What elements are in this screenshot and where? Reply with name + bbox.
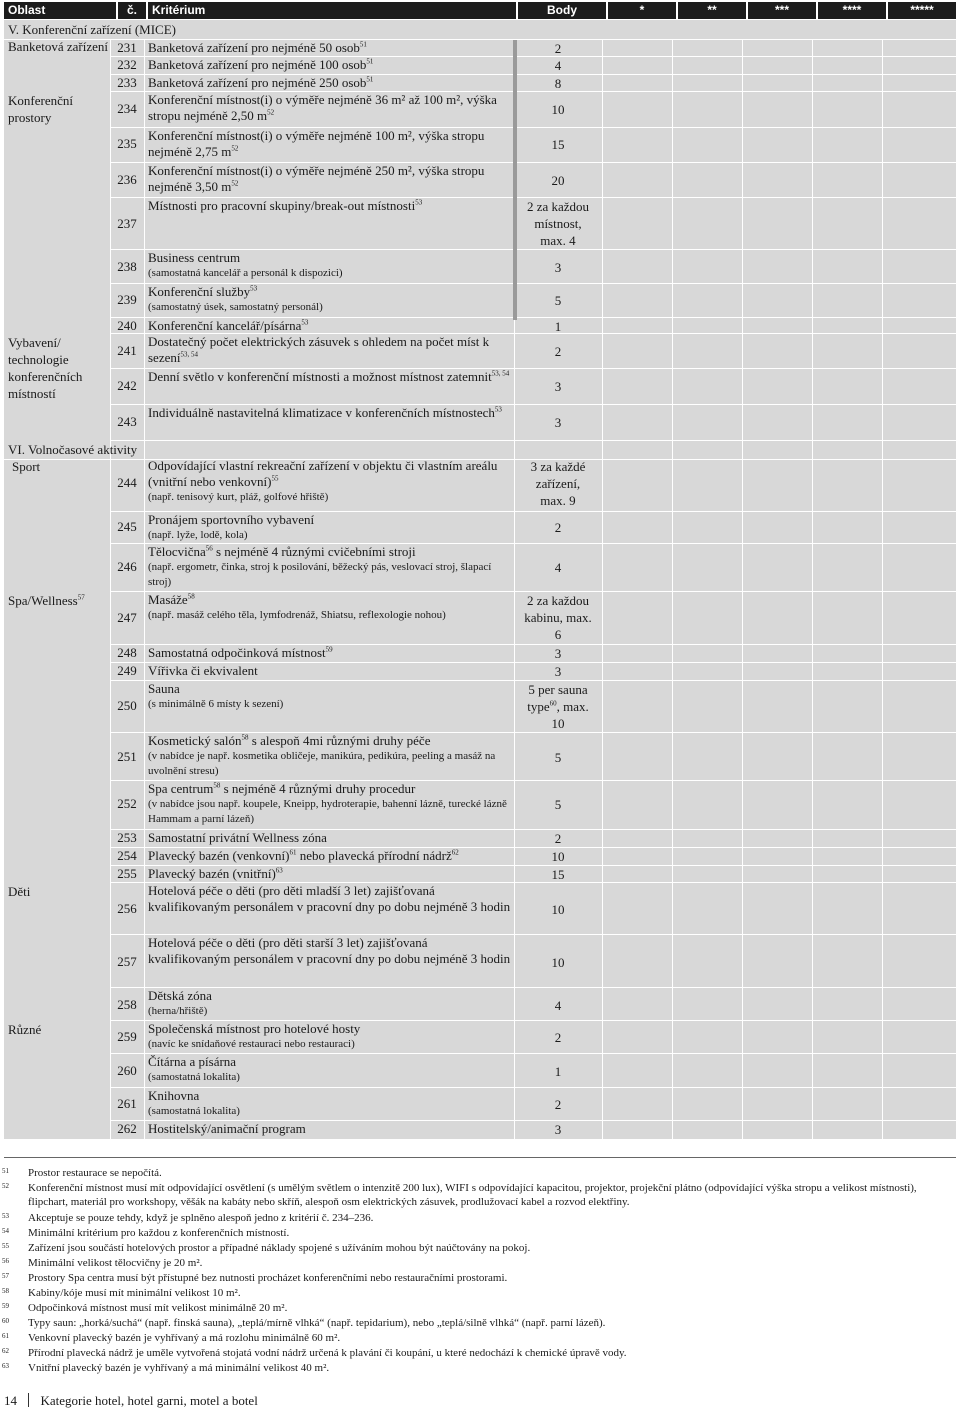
footnote-ref: 62 (451, 848, 459, 857)
footnote-text: Prostor restaurace se nepočítá. (28, 1167, 162, 1179)
footnote-ref: 53 (250, 284, 258, 293)
row-points: 3 (554, 379, 562, 394)
criterion-text: Individuálně nastavitelná klimatizace v konferenčních místnostech (148, 405, 495, 420)
footnote-text: Akceptuje se pouze tehdy, když je splněno alespoň jedno z kritérií č. 234–236. (28, 1212, 374, 1224)
row-criterion (148, 40, 513, 56)
row-number: 257 (117, 954, 137, 969)
footnote-ref: 58 (213, 781, 221, 790)
row-points: 4 (554, 998, 562, 1013)
criterion-text: Banketová zařízení pro nejméně 50 osob (148, 40, 360, 55)
row-points: 3 (554, 646, 562, 661)
area-vybaveni: Vybavení/ technologie konferenčních místností (8, 335, 83, 401)
row-criterion (148, 663, 513, 679)
row-criterion (148, 1088, 513, 1119)
row-number: 242 (117, 378, 137, 393)
row-number: 258 (117, 997, 137, 1012)
criterion-text: Pronájem sportovního vybavení (148, 512, 315, 527)
row-number: 259 (117, 1029, 137, 1044)
footnote-ref: 63 (275, 866, 283, 875)
footnote-text: Prostory Spa centra musí být přístupné bez nutnosti procházet konferenčními nebo restauračními prostorami. (28, 1272, 508, 1284)
row-criterion (148, 592, 513, 623)
row-points: 2 za každou místnost, max. 4 (526, 199, 590, 248)
row-number: 256 (117, 901, 137, 916)
area-banketova: Banketová zařízení (8, 39, 108, 54)
column-separator (742, 40, 743, 1139)
row-criterion (148, 128, 513, 160)
row-points: 3 (554, 664, 562, 679)
criterion-text: Business centrum (148, 250, 241, 265)
row-criterion (148, 318, 513, 334)
page-footer (4, 1393, 258, 1409)
row-criterion (148, 198, 513, 214)
criterion-text: Sauna (148, 681, 180, 696)
table-header (4, 2, 956, 19)
row-number: 254 (117, 848, 137, 863)
criterion-note: (např. tenisový kurt, pláž, golfové hřiště) (148, 491, 329, 503)
footnote-text: Minimální kritérium pro každou z konferenčních místností. (28, 1227, 290, 1239)
footnote-ref: 53 (415, 198, 423, 207)
header-star-1: * (608, 2, 676, 19)
row-number: 248 (117, 645, 137, 660)
footnote-ref: 55 (271, 474, 279, 483)
row-number: 252 (117, 796, 137, 811)
criterion-note: (samostatný úsek, samostatný personál) (148, 301, 323, 313)
footnote-number: 54 (2, 1227, 9, 1235)
footnote-number: 62 (2, 1347, 9, 1355)
criterion-note: (herna/hřiště) (148, 1005, 208, 1017)
footnote-text: Konferenční místnost musí mít odpovídající osvětlení (s umělým světlem o intenzitě 200 lux), WIFI s odpovídající kapacitou, projektor, projekční plátno (odpovídající výška stropu a velikost místnosti), flipchart, materiál pro workshopy, věšák na kabáty nebo skříň, alespoň osm elektrických zásuvek, prodlužovací kabel a rozvod elektřiny. (28, 1182, 917, 1208)
row-separator (110, 440, 956, 441)
header-star-5: ***** (888, 2, 956, 19)
header-oblast: Oblast (4, 2, 116, 19)
row-number: 250 (117, 698, 137, 713)
criterion-text: Samostatní privátní Wellness zóna (148, 830, 327, 845)
row-points: 5 (554, 293, 562, 308)
column-separator (812, 40, 813, 1139)
row-number: 243 (117, 414, 137, 429)
row-points: 15 (551, 137, 565, 152)
section-title-volnocas: VI. Volnočasové aktivity (8, 442, 138, 457)
row-criterion (148, 988, 513, 1019)
criterion-text: Spa centrum (148, 781, 214, 796)
row-number: 246 (117, 559, 137, 574)
row-points: 2 (554, 831, 562, 846)
footnote-number: 55 (2, 1242, 9, 1250)
row-criterion (148, 250, 513, 281)
footnote-ref: 51 (366, 57, 374, 66)
footnote-text: Vnitřní plavecký bazén je vyhřívaný a má minimální velikost 40 m². (28, 1362, 330, 1374)
row-criterion (148, 1121, 513, 1137)
row-points: 10 (551, 902, 565, 917)
row-number: 262 (117, 1121, 137, 1136)
criterion-text: Plavecký bazén (vnitřní) (148, 866, 276, 881)
footnote-ref: 51 (366, 75, 374, 84)
row-criterion (148, 544, 513, 590)
criterion-text: Banketová zařízení pro nejméně 100 osob (148, 57, 367, 72)
footnote-ref: 53 (494, 405, 502, 414)
row-points: 2 (554, 520, 562, 535)
row-points: 2 (554, 1097, 562, 1112)
footnote-text: Venkovní plavecký bazén je vyhřívaný a má rozlohu minimálně 60 m². (28, 1332, 341, 1344)
criterion-text: Konferenční místnost(i) o výměře nejméně 36 m² až 100 m², výška stropu nejméně 2,50 m (148, 92, 497, 123)
row-points: 1 (554, 1064, 562, 1079)
column-separator (602, 40, 603, 1139)
footnote-text: Typy saun: „horká/suchá“ (např. finská sauna), „teplá/mírně vlhká“ (např. tepidarium), nebo „teplá/silně vlhká“ (např. parní lázeň). (28, 1317, 606, 1329)
criterion-text: Plavecký bazén (venkovní) (148, 848, 290, 863)
row-criterion (148, 830, 513, 846)
criterion-note: (v nabídce je např. kosmetika obličeje, manikúra, pedikúra, peeling a masáž na uvolnění stresu) (148, 750, 496, 777)
row-number: 237 (117, 216, 137, 231)
row-criterion (148, 733, 513, 779)
row-number: 251 (117, 749, 137, 764)
section-title-mice: V. Konferenční zařízení (MICE) (8, 22, 176, 37)
publication-title: Kategorie hotel, hotel garni, motel a botel (40, 1393, 258, 1408)
criterion-text: Dětská zóna (148, 988, 212, 1003)
header-cislo: č. (118, 2, 146, 19)
column-separator (144, 40, 145, 1139)
row-criterion (148, 781, 513, 827)
footnote-text: Zařízení jsou součástí hotelových prostor a případné náklady spojené s užíváním mohou být naúčtovány na pokoj. (28, 1242, 531, 1254)
criterion-text: Hostitelský/animační program (148, 1121, 306, 1136)
row-criterion (148, 866, 513, 882)
criterion-text: s nejméně 4 různými druhy procedur (220, 781, 416, 796)
column-separator (882, 40, 883, 1139)
row-points: 15 (551, 867, 565, 882)
footnote-ref: 59 (325, 645, 333, 654)
criterion-note: (např. masáž celého těla, lymfodrenáž, Shiatsu, reflexologie nohou) (148, 609, 446, 621)
footnote-number: 52 (2, 1182, 9, 1190)
criterion-note: (samostatná lokalita) (148, 1105, 240, 1117)
row-points: 20 (551, 173, 565, 188)
criterion-text: nebo plavecká přírodní nádrž (296, 848, 452, 863)
footnote-number: 61 (2, 1332, 9, 1340)
footnote-ref: 58 (241, 733, 249, 742)
row-criterion (148, 458, 513, 505)
footnote-text: Přírodní plavecká nádrž je uměle vytvořená stojatá vodní nádrž určená k plavání či koupání, u které nedochází k chemické úpravě vody. (28, 1347, 627, 1359)
header-body: Body (518, 2, 606, 19)
row-points: 2 za každou kabinu, max. 6 (524, 593, 592, 642)
footnote-number: 60 (2, 1317, 9, 1325)
footnote-number: 56 (2, 1257, 9, 1265)
row-number: 261 (117, 1096, 137, 1111)
footnote-ref: 52 (231, 179, 239, 188)
criterion-text: Kosmetický salón (148, 733, 242, 748)
area-sport: Sport (12, 459, 41, 474)
footnote-number: 53 (2, 1212, 9, 1220)
row-number: 235 (117, 136, 137, 151)
row-points: 3 (554, 260, 562, 275)
row-criterion (148, 848, 513, 864)
row-criterion (148, 369, 513, 385)
footnote-number: 57 (2, 1272, 9, 1280)
criterion-text: Knihovna (148, 1088, 200, 1103)
row-points: 8 (554, 76, 562, 91)
footnote-ref: 51 (359, 40, 367, 49)
row-criterion (148, 1021, 513, 1052)
criterion-note: (navíc ke snídaňové restauraci nebo restauraci) (148, 1038, 355, 1050)
row-points: 4 (554, 58, 562, 73)
area-konferencni: Konferenční prostory (8, 93, 73, 125)
row-points: 10 (551, 955, 565, 970)
criterion-note: (samostatná lokalita) (148, 1071, 240, 1083)
footnote-number: 51 (2, 1167, 9, 1175)
criterion-note: (s minimálně 6 místy k sezení) (148, 698, 284, 710)
column-separator (672, 40, 673, 1139)
header-star-2: ** (678, 2, 746, 19)
row-number: 233 (117, 75, 137, 90)
row-points: 3 (554, 415, 562, 430)
criterion-text: Čítárna a písárna (148, 1054, 237, 1069)
footnote-number: 58 (2, 1287, 9, 1295)
row-number: 249 (117, 663, 137, 678)
row-number: 260 (117, 1063, 137, 1078)
row-criterion (148, 512, 513, 543)
row-points: 4 (554, 560, 562, 575)
row-number: 255 (117, 866, 137, 881)
row-number: 240 (117, 318, 137, 333)
criterion-text: Konferenční služby (148, 284, 251, 299)
header-star-4: **** (818, 2, 886, 19)
criterion-note: (samostatná kancelář a personál k dispozici) (148, 267, 343, 279)
area-spa: Spa/Wellness$^{57}$ (8, 593, 85, 608)
row-number: 244 (117, 475, 137, 490)
row-number: 238 (117, 259, 137, 274)
row-criterion (148, 645, 513, 661)
footnote-ref: 58 (187, 592, 195, 601)
criterion-text: Tělocvična (148, 544, 206, 559)
row-criterion (148, 75, 513, 91)
footnote-text: Minimální velikost tělocvičny je 20 m². (28, 1257, 203, 1269)
footnote-text: Odpočinková místnost musí mít velikost minimálně 20 m². (28, 1302, 288, 1314)
row-criterion (148, 284, 513, 315)
footnote-ref: 53, 54 (180, 350, 198, 359)
row-criterion (148, 405, 513, 421)
criterion-text: Odpovídající vlastní rekreační zařízení v objektu či vlastním areálu (vnitřní nebo venkovní) (148, 458, 498, 489)
row-points: 10 (551, 849, 565, 864)
criterion-note: (např. lyže, lodě, kola) (148, 529, 248, 541)
column-separator (110, 40, 111, 1139)
criterion-text: Samostatná odpočinková místnost (148, 645, 326, 660)
footnote-text: Kabiny/kóje musí mít minimální velikost 10 m². (28, 1287, 241, 1299)
criterion-text: Hotelová péče o děti (pro děti starší 3 let) zajišťovaná kvalifikovaným personálem v pracovní dny po dobu nejméně 3 hodin (148, 935, 511, 966)
footnote-number: 59 (2, 1302, 9, 1310)
footnote-ref: 56 (205, 544, 213, 553)
row-points: 3 za každé zařízení, max. 9 (530, 459, 586, 508)
row-number: 253 (117, 830, 137, 845)
criterion-text: Konferenční místnost(i) o výměře nejméně 250 m², výška stropu nejméně 3,50 m (148, 163, 485, 194)
row-number: 239 (117, 292, 137, 307)
row-criterion (148, 57, 513, 73)
footnote-ref: 61 (289, 848, 297, 857)
criterion-text: s alespoň 4mi různými druhy péče (248, 733, 431, 748)
row-criterion (148, 1054, 513, 1085)
area-ruzne: Různé (8, 1022, 42, 1037)
row-points: 5 per sauna type$^{60}$, max. 10 (527, 682, 589, 731)
row-criterion (148, 92, 513, 124)
criterion-text: Vířivka či ekvivalent (148, 663, 258, 678)
footnote-ref: 52 (231, 144, 239, 153)
criterion-note: (např. ergometr, činka, stroj k posilování, běžecký pás, veslovací stroj, šlapací stroj) (148, 561, 492, 588)
footnote-ref: 53 (301, 318, 309, 327)
row-number: 232 (117, 57, 137, 72)
row-criterion (148, 935, 513, 967)
row-criterion (148, 334, 513, 366)
row-number: 241 (117, 343, 137, 358)
footnote-divider (4, 1157, 956, 1158)
criterion-text: Místnosti pro pracovní skupiny/break-out místnosti (148, 198, 416, 213)
footnote-number: 63 (2, 1362, 9, 1370)
criterion-text: Hotelová péče o děti (pro děti mladší 3 let) zajišťovaná kvalifikovaným personálem v pracovní dny po dobu nejméně 3 hodin (148, 883, 511, 914)
footnote-ref: 52 (267, 108, 275, 117)
row-number: 234 (117, 101, 137, 116)
row-points: 2 (554, 1030, 562, 1045)
criterion-text: Společenská místnost pro hotelové hosty (148, 1021, 361, 1036)
criterion-note: (v nabídce jsou např. koupele, Kneipp, hydroterapie, bahenní lázně, turecké lázně Hammam a parní lázeň) (148, 798, 507, 825)
row-criterion (148, 883, 513, 915)
criterion-text: Masáže (148, 592, 188, 607)
footnote-ref: 60 (549, 699, 557, 708)
row-criterion (148, 163, 513, 195)
row-points: 1 (554, 319, 562, 334)
row-number: 236 (117, 172, 137, 187)
header-kriterium: Kritérium (148, 2, 516, 19)
row-points: 3 (554, 1122, 562, 1137)
row-points: 5 (554, 750, 562, 765)
criterion-text: Denní světlo v konferenční místnosti a možnost místnost zatemnit (148, 369, 492, 384)
footnote-ref: 53, 54 (491, 369, 510, 378)
row-points: 2 (554, 41, 562, 56)
criterion-text: Konferenční kancelář/písárna (148, 318, 302, 333)
area-deti: Děti (8, 884, 31, 899)
row-points: 5 (554, 797, 562, 812)
criterion-text: Konferenční místnost(i) o výměře nejméně 100 m², výška stropu nejméně 2,75 m (148, 128, 485, 159)
row-number: 231 (117, 40, 137, 55)
header-star-3: *** (748, 2, 816, 19)
row-points: 10 (551, 102, 565, 117)
row-number: 247 (117, 610, 137, 625)
criterion-text: Banketová zařízení pro nejméně 250 osob (148, 75, 367, 90)
row-number: 245 (117, 519, 137, 534)
criterion-text: Dostatečný počet elektrických zásuvek s ohledem na počet míst k sezení (148, 334, 490, 365)
row-criterion (148, 681, 513, 712)
page-number: 14 (4, 1393, 17, 1408)
row-points: 2 (554, 344, 562, 359)
criterion-text: s nejméně 4 různými cvičebními stroji (212, 544, 416, 559)
